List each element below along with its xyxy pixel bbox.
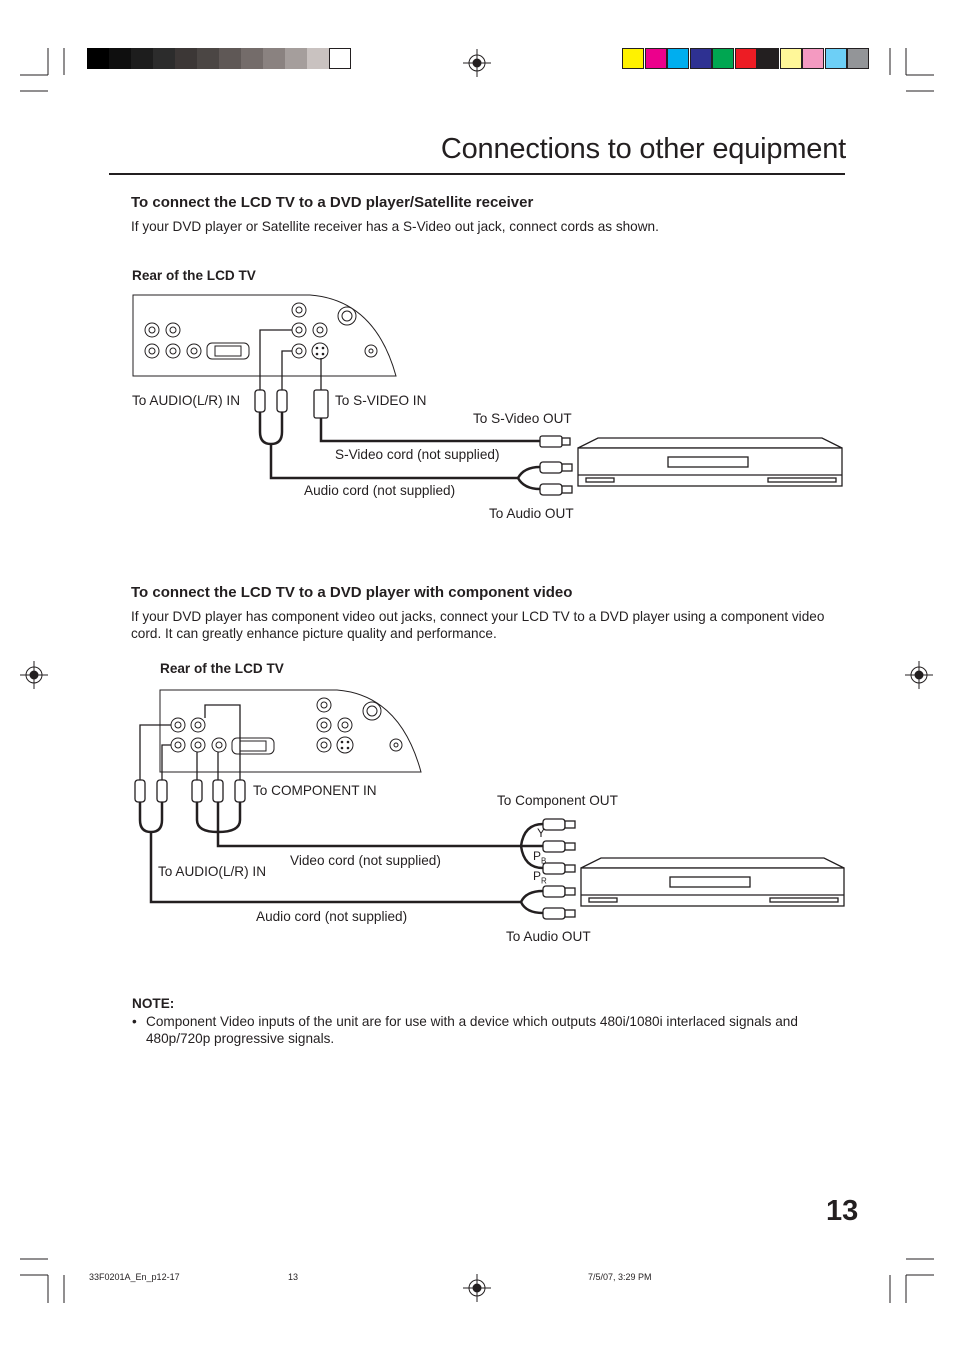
page-title: Connections to other equipment	[440, 133, 846, 165]
section2-rear-label: Rear of the LCD TV	[160, 661, 284, 676]
s1-svideo-in-label: To S-VIDEO IN	[335, 393, 427, 408]
dvd-player-2	[581, 858, 844, 906]
s2-component-in-label: To COMPONENT IN	[253, 783, 377, 798]
section1-description: If your DVD player or Satellite receiver has a S-Video out jack, connect cords as shown.	[131, 219, 659, 234]
s2-video-cord-label: Video cord (not supplied)	[290, 853, 441, 868]
s2-component-out-label: To Component OUT	[497, 793, 618, 808]
section1-heading: To connect the LCD TV to a DVD player/Satellite receiver	[131, 194, 534, 211]
section1-rear-label: Rear of the LCD TV	[132, 268, 256, 283]
s2-y-label: Y	[537, 826, 546, 840]
s1-audio-in-label: To AUDIO(L/R) IN	[132, 393, 241, 408]
s2-audio-in-label: To AUDIO(L/R) IN	[158, 864, 267, 879]
note-text: Component Video inputs of the unit are for use with a device which outputs 480i/1080i interlaced signals and 480p/720p progressive signals.	[146, 1014, 798, 1046]
s2-pb-label: $P_B$	[533, 849, 547, 866]
footer-page: 13	[288, 1272, 299, 1282]
s1-svideo-cord-label: S-Video cord (not supplied)	[335, 447, 500, 462]
footer-file: 33F0201A_En_p12-17	[89, 1272, 180, 1282]
footer-date: 7/5/07, 3:29 PM	[588, 1272, 652, 1282]
s1-audio-out-label: To Audio OUT	[489, 506, 574, 521]
section2-heading: To connect the LCD TV to a DVD player with component video	[131, 584, 573, 601]
s1-audio-cord-label: Audio cord (not supplied)	[304, 483, 456, 498]
bullet-marker: •	[132, 1014, 137, 1029]
s2-pr-label: $P_R$	[533, 869, 547, 886]
section2-description: If your DVD player has component video out jacks, connect your LCD TV to a DVD player using a component video cord. It can greatly enhance picture quality and performance.	[131, 609, 825, 641]
s2-audio-out-label: To Audio OUT	[506, 929, 591, 944]
note-title: NOTE:	[132, 996, 175, 1011]
s2-audio-cord-label: Audio cord (not supplied)	[256, 909, 408, 924]
page-number: 13	[826, 1195, 859, 1227]
s1-svideo-out-label: To S-Video OUT	[473, 411, 572, 426]
